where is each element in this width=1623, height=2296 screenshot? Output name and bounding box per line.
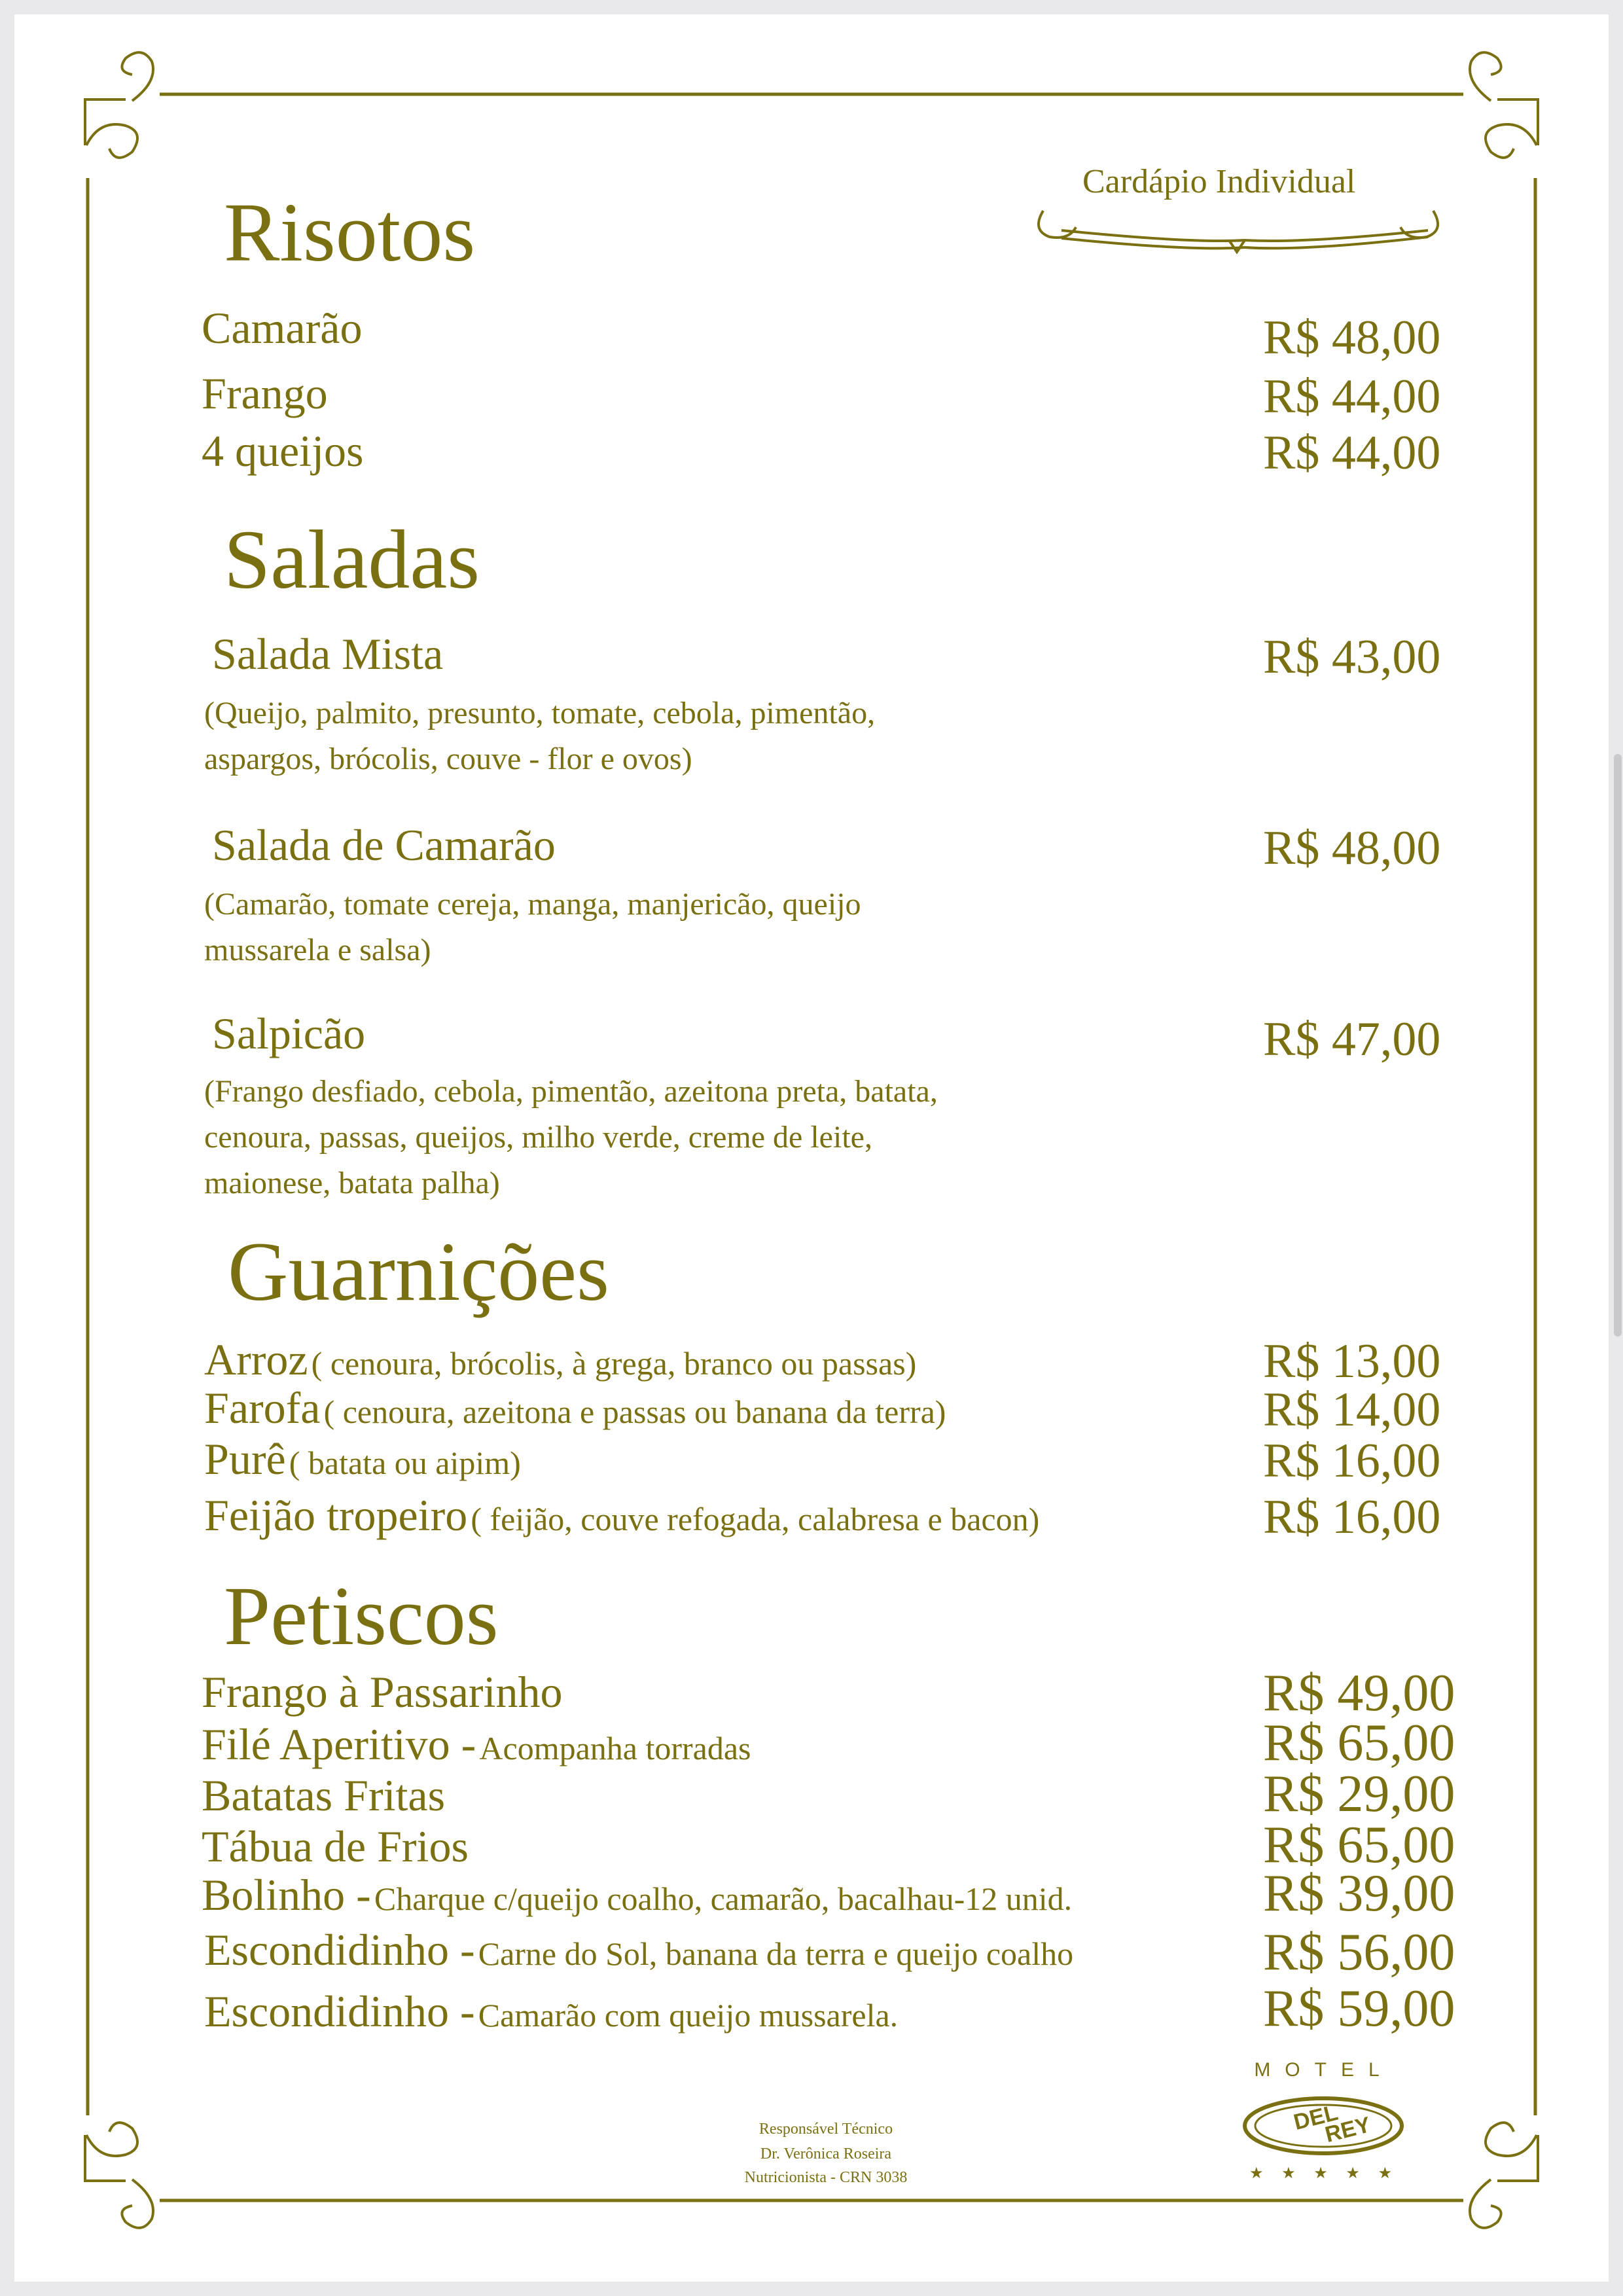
subtitle-flourish [1039,211,1438,252]
item-name: Escondidinho - [204,1986,475,2036]
item-description: (Queijo, palmito, presunto, tomate, cebola, pimentão, [204,696,876,730]
item-price: R$ 29,00 [1263,1765,1455,1823]
snack-row [202,1666,562,1718]
item-note: Camarão com queijo mussarela. [478,1997,899,2034]
logo-name-1: DEL [1291,2100,1341,2136]
side-dish-row [204,1334,916,1386]
item-note: ( cenoura, azeitona e passas ou banana da terra) [323,1393,946,1430]
del-rey-logo-icon [1225,2087,1421,2165]
item-name: Salada Mista [212,629,444,679]
side-dish-row [204,1382,946,1434]
item-name: Feijão tropeiro [204,1490,468,1540]
footer-line: Responsável Técnico [758,2121,893,2138]
item-name: Purê [204,1434,286,1484]
item-note: Charque c/queijo coalho, camarão, bacalhau-12 unid. [374,1880,1073,1917]
snack-row [202,1719,751,1770]
item-note: Carne do Sol, banana da terra e queijo coalho [478,1935,1074,1972]
item-price: R$ 14,00 [1263,1383,1441,1437]
scrollbar-thumb[interactable] [1614,754,1622,1336]
item-price: R$ 43,00 [1263,630,1441,684]
item-name: 4 queijos [202,426,364,476]
snack-row [202,1770,445,1821]
item-name: Arroz [204,1335,308,1384]
footer-line: Dr. Verônica Roseira [760,2145,892,2162]
item-name: Frango à Passarinho [202,1667,563,1717]
item-price: R$ 65,00 [1263,1816,1455,1874]
item-price: R$ 49,00 [1263,1664,1455,1722]
logo-stars: ★ ★ ★ ★ ★ [1249,2164,1399,2182]
item-price: R$ 65,00 [1263,1714,1455,1772]
item-price: R$ 39,00 [1263,1865,1455,1922]
item-price: R$ 13,00 [1263,1335,1441,1388]
snack-row [202,1869,1072,1921]
item-name: Salada de Camarão [212,820,556,870]
item-name: Batatas Fritas [202,1770,446,1820]
snack-row [204,1924,1073,1976]
item-description: (Camarão, tomate cereja, manga, manjericão, queijo [204,887,861,922]
item-name: Tábua de Frios [202,1821,469,1871]
item-description: (Frango desfiado, cebola, pimentão, azeitona preta, batata, [204,1074,938,1109]
item-price: R$ 16,00 [1263,1434,1441,1488]
section-title-guarnicoes: Guarnições [228,1225,609,1318]
item-description: maionese, batata palha) [204,1166,500,1200]
item-description: aspargos, brócolis, couve - flor e ovos) [204,742,692,776]
item-note: ( cenoura, brócolis, à grega, branco ou passas) [311,1345,917,1382]
item-description: cenoura, passas, queijos, milho verde, creme de leite, [204,1120,872,1155]
item-price: R$ 59,00 [1263,1980,1455,2037]
item-price: R$ 16,00 [1263,1490,1441,1544]
item-name: Filé Aperitivo - [202,1719,476,1769]
item-name: Camarão [202,303,363,353]
side-dish-row [204,1433,521,1485]
footer-line: Nutricionista - CRN 3038 [744,2169,908,2186]
snack-row [204,1986,898,2037]
section-title-petiscos: Petiscos [224,1570,499,1662]
logo-motel-text: MOTEL [1254,2059,1394,2081]
item-description: mussarela e salsa) [204,933,431,967]
item-note: ( feijão, couve refogada, calabresa e bacon) [471,1501,1040,1537]
item-name: Salpicão [212,1009,366,1058]
section-title-saladas: Saladas [224,513,480,606]
menu-page [14,14,1609,2282]
item-note: ( batata ou aipim) [289,1444,521,1481]
item-name: Frango [202,368,328,418]
section-title-risotos: Risotos [224,186,476,279]
item-name: Farofa [204,1383,321,1433]
menu-subtitle: Cardápio Individual [1082,163,1356,200]
item-price: R$ 48,00 [1263,311,1441,365]
logo-name-2: REY [1323,2112,1374,2147]
item-price: R$ 44,00 [1263,426,1441,480]
item-price: R$ 48,00 [1263,821,1441,875]
item-name: Escondidinho - [204,1925,475,1975]
item-name: Bolinho - [202,1870,371,1920]
item-price: R$ 47,00 [1263,1013,1441,1066]
item-note: Acompanha torradas [479,1730,751,1767]
item-price: R$ 44,00 [1263,370,1441,423]
side-dish-row [204,1490,1039,1541]
snack-row [202,1821,469,1873]
item-price: R$ 56,00 [1263,1924,1455,1981]
